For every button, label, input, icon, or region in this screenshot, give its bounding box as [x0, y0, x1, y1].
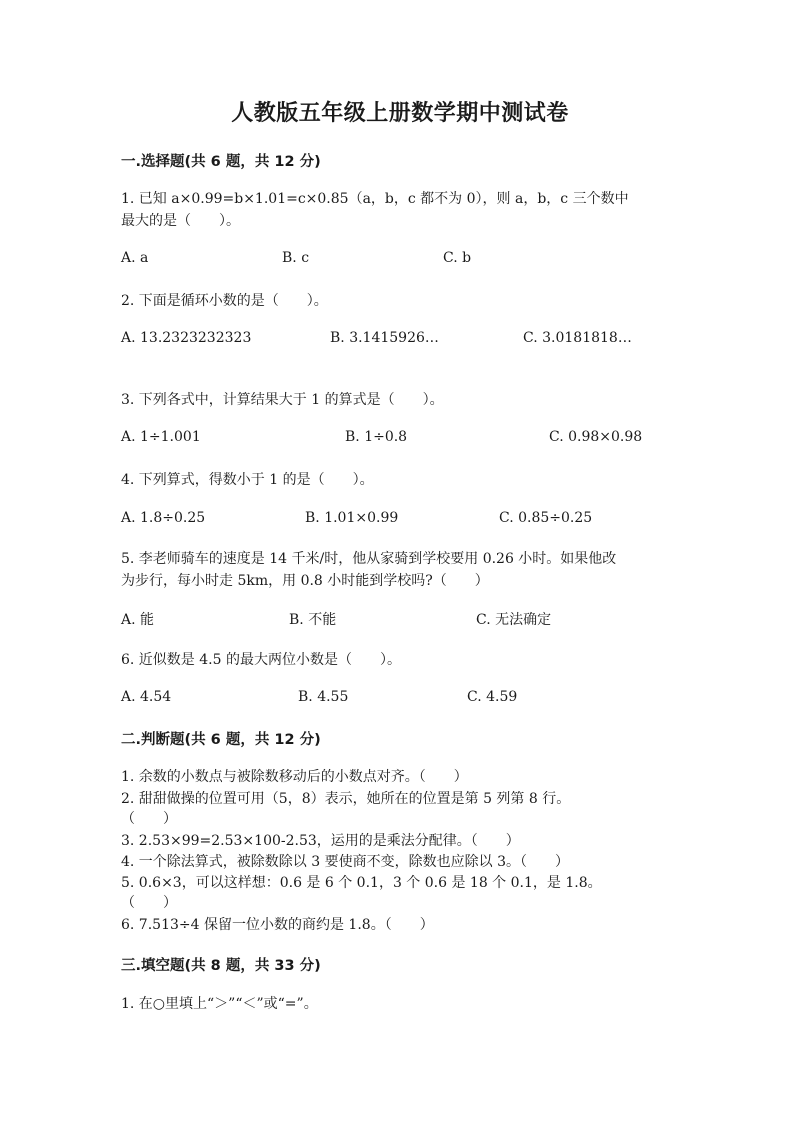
question-2-text: 2. 下面是循环小数的是（ ）。: [121, 293, 328, 309]
question-1-option-a: A. a: [121, 250, 149, 266]
question-3-option-b: B. 1÷0.8: [345, 429, 408, 445]
section-heading-judgment: 二.判断题(共 6 题，共 12 分): [121, 732, 321, 748]
question-1-line-2: 最大的是（ ）。: [121, 213, 240, 229]
question-4-text: 4. 下列算式，得数小于 1 的是（ ）。: [121, 472, 374, 488]
section-heading-fill-in: 三.填空题(共 8 题，共 33 分): [121, 958, 321, 974]
question-1-option-b: B. c: [282, 250, 310, 266]
question-5-line-2: 为步行，每小时走 5km，用 0.8 小时能到学校吗?（ ）: [121, 573, 489, 589]
question-5-option-c: C. 无法确定: [476, 612, 552, 628]
question-2-option-b: B. 3.1415926…: [330, 330, 439, 346]
question-3-text: 3. 下列各式中，计算结果大于 1 的算式是（ ）。: [121, 392, 444, 408]
judgment-item: 2. 甜甜做操的位置可用（5，8）表示，她所在的位置是第 5 列第 8 行。: [121, 791, 571, 807]
question-6-option-a: A. 4.54: [121, 689, 172, 705]
question-4-option-a: A. 1.8÷0.25: [121, 510, 206, 526]
question-5-option-a: A. 能: [121, 612, 155, 628]
question-5-option-b: B. 不能: [289, 612, 337, 628]
question-5-line-1: 5. 李老师骑车的速度是 14 千米/时，他从家骑到学校要用 0.26 小时。如果他改: [121, 551, 617, 567]
question-1-option-c: C. b: [443, 250, 472, 266]
page-title: 人教版五年级上册数学期中测试卷: [231, 100, 569, 126]
question-6-option-c: C. 4.59: [467, 689, 518, 705]
judgment-item: 5. 0.6×3，可以这样想：0.6 是 6 个 0.1，3 个 0.6 是 18 个 0.1，是 1.8。: [121, 875, 602, 891]
judgment-item: 3. 2.53×99=2.53×100-2.53，运用的是乘法分配律。（ ）: [121, 833, 520, 849]
judgment-item-answer-bracket: （ ）: [121, 811, 177, 827]
question-1-line-1: 1. 已知 a×0.99=b×1.01=c×0.85（a，b，c 都不为 0），则 a，b，c 三个数中: [121, 191, 629, 207]
judgment-item: 1. 余数的小数点与被除数移动后的小数点对齐。（ ）: [121, 769, 468, 785]
judgment-item-answer-bracket: （ ）: [121, 895, 177, 911]
question-4-option-b: B. 1.01×0.99: [305, 510, 399, 526]
question-2-option-c: C. 3.0181818…: [523, 330, 632, 346]
judgment-item: 6. 7.513÷4 保留一位小数的商约是 1.8。（ ）: [121, 917, 434, 933]
question-3-option-c: C. 0.98×0.98: [549, 429, 643, 445]
section-heading-choice: 一.选择题(共 6 题，共 12 分): [121, 154, 321, 170]
question-6-text: 6. 近似数是 4.5 的最大两位小数是（ ）。: [121, 652, 401, 668]
question-4-option-c: C. 0.85÷0.25: [499, 510, 593, 526]
question-2-option-a: A. 13.2323232323: [121, 330, 252, 346]
fill-in-question-1: 1. 在○里填上“＞”“＜”或“=”。: [121, 996, 318, 1012]
judgment-item: 4. 一个除法算式，被除数除以 3 要使商不变，除数也应除以 3。（ ）: [121, 854, 569, 870]
question-6-option-b: B. 4.55: [298, 689, 349, 705]
question-3-option-a: A. 1÷1.001: [121, 429, 201, 445]
